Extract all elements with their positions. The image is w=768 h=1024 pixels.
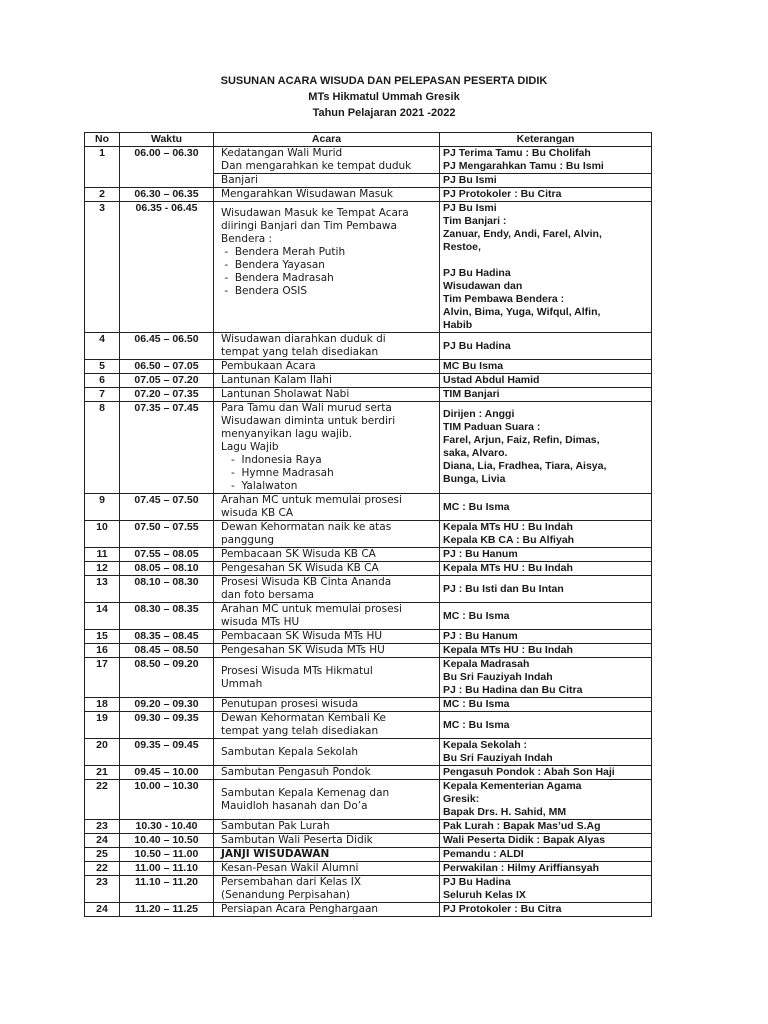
table-row	[85, 360, 652, 374]
acara-line: Lantunan Kalam Ilahi	[221, 374, 332, 386]
ket-line: Restoe,	[443, 241, 481, 253]
ket-line: MC : Bu Isma	[443, 718, 510, 731]
ket-line: Wisudawan dan	[443, 280, 523, 292]
row-waktu: 08.10 – 08.30	[120, 576, 214, 603]
spacer	[217, 298, 436, 311]
ket-line: Dirijen : Anggi	[443, 408, 515, 420]
acara-line: Sambutan Wali Peserta Didik	[221, 834, 373, 846]
row-acara	[214, 576, 440, 603]
table-row	[85, 820, 652, 834]
ket-line: TIM Banjari	[443, 388, 500, 400]
table-row	[85, 576, 652, 603]
row-keterangan	[440, 603, 652, 630]
row-no: 13	[85, 576, 120, 603]
ket-line: PJ Mengarahkan Tamu : Bu Ismi	[443, 160, 604, 172]
row-no: 11	[85, 548, 120, 562]
acara-line: (Senandung Perpisahan)	[221, 889, 351, 901]
table-row	[85, 848, 652, 862]
row-acara	[214, 658, 440, 698]
ket-line: Pak Lurah : Bapak Mas’ud S.Ag	[443, 820, 601, 832]
row-waktu: 11.00 – 11.10	[120, 862, 214, 876]
row-keterangan	[440, 521, 652, 548]
acara-line: Wisudawan diminta untuk berdiri	[221, 415, 396, 427]
row-keterangan	[440, 862, 652, 876]
ket-line: PJ : Bu Hanum	[443, 548, 518, 560]
acara-line: tempat yang telah disediakan	[221, 725, 379, 737]
row-no: 14	[85, 603, 120, 630]
acara-line: Pembacaan SK Wisuda MTs HU	[221, 630, 383, 642]
bullet-item: - Indonesia Raya	[231, 454, 322, 466]
acara-line: Sambutan Pengasuh Pondok	[221, 766, 371, 778]
table-row	[85, 402, 652, 494]
row-acara	[214, 876, 440, 903]
acara-line: Lagu Wajib	[221, 441, 279, 453]
ket-line: Wali Peserta Didik : Bapak Alyas	[443, 834, 606, 846]
row-acara	[214, 174, 440, 188]
row-no: 7	[85, 388, 120, 402]
ket-line: TIM Paduan Suara :	[443, 421, 541, 433]
acara-line: Kesan-Pesan Wakil Alumni	[221, 862, 359, 874]
row-no: 17	[85, 658, 120, 698]
ket-line: PJ Protokoler : Bu Citra	[443, 188, 562, 200]
row-acara	[214, 712, 440, 739]
acara-line: diiringi Banjari dan Tim Pembawa	[221, 220, 397, 232]
row-no: 15	[85, 630, 120, 644]
acara-line: Dewan Kehormatan naik ke atas	[221, 521, 392, 533]
row-acara	[214, 202, 440, 333]
row-acara	[214, 848, 440, 862]
row-waktu: 10.00 – 10.30	[120, 780, 214, 820]
row-keterangan	[440, 903, 652, 917]
ket-line: Kepala Kementerian Agama	[443, 780, 582, 792]
ket-line: Farel, Arjun, Faiz, Refin, Dimas,	[443, 434, 600, 446]
row-waktu: 07.05 – 07.20	[120, 374, 214, 388]
ket-line: Habib	[443, 319, 473, 331]
row-acara	[214, 333, 440, 360]
ket-line: Kepala Sekolah :	[443, 739, 528, 751]
row-no: 22	[85, 862, 120, 876]
row-keterangan	[440, 188, 652, 202]
row-waktu: 07.20 – 07.35	[120, 388, 214, 402]
row-acara	[214, 698, 440, 712]
acara-line: Wisudawan Masuk ke Tempat Acara	[221, 207, 409, 219]
row-waktu: 08.05 – 08.10	[120, 562, 214, 576]
row-no: 23	[85, 876, 120, 903]
acara-line: Pengesahan SK Wisuda KB CA	[221, 562, 379, 574]
row-no: 4	[85, 333, 120, 360]
row-acara	[214, 388, 440, 402]
row-waktu: 09.35 – 09.45	[120, 739, 214, 766]
ket-line: MC : Bu Isma	[443, 609, 510, 622]
row-acara	[214, 188, 440, 202]
ket-line: Tim Pembawa Bendera :	[443, 293, 565, 305]
acara-line: Dewan Kehormatan Kembali Ke	[221, 712, 386, 724]
title-block	[0, 73, 768, 121]
table-row	[85, 388, 652, 402]
header-keterangan: Keterangan	[440, 133, 652, 147]
row-waktu: 08.35 – 08.45	[120, 630, 214, 644]
ket-line: PJ : Bu Hadina dan Bu Citra	[443, 684, 583, 696]
row-keterangan	[440, 712, 652, 739]
row-acara	[214, 780, 440, 820]
row-acara	[214, 820, 440, 834]
acara-line: dan foto bersama	[221, 589, 315, 601]
row-waktu: 07.50 – 07.55	[120, 521, 214, 548]
bullet-item: - Bendera Merah Putih	[221, 246, 346, 258]
row-waktu: 06.35 - 06.45	[120, 202, 214, 333]
schedule-table	[84, 132, 652, 917]
ket-line: PJ : Bu Hanum	[443, 630, 518, 642]
table-row	[85, 521, 652, 548]
ket-line: Bunga, Livia	[443, 473, 506, 485]
bullet-text: Bendera Yayasan	[234, 259, 325, 271]
table-row	[85, 562, 652, 576]
row-keterangan	[440, 174, 652, 188]
row-waktu: 06.00 – 06.30	[120, 147, 214, 188]
table-row	[85, 603, 652, 630]
row-no: 3	[85, 202, 120, 333]
row-waktu: 08.45 – 08.50	[120, 644, 214, 658]
acara-line: panggung	[221, 534, 275, 546]
acara-line: wisuda KB CA	[221, 507, 294, 519]
row-waktu: 10.50 – 11.00	[120, 848, 214, 862]
row-keterangan	[440, 780, 652, 820]
acara-line: Wisudawan diarahkan duduk di	[221, 333, 386, 345]
ket-line: Kepala MTs HU : Bu Indah	[443, 562, 573, 574]
row-no: 25	[85, 848, 120, 862]
bullet-text: Hymne Madrasah	[241, 467, 334, 479]
table-row	[85, 644, 652, 658]
row-no: 18	[85, 698, 120, 712]
ket-line: Ustad Abdul Hamid	[443, 374, 540, 386]
row-waktu: 06.45 – 06.50	[120, 333, 214, 360]
acara-line: tempat yang telah disediakan	[221, 346, 379, 358]
row-waktu: 07.45 – 07.50	[120, 494, 214, 521]
table-row	[85, 766, 652, 780]
ket-line: PJ Bu Hadina	[443, 267, 511, 279]
ket-line: PJ Bu Hadina	[443, 339, 511, 352]
ket-line: Kepala MTs HU : Bu Indah	[443, 521, 573, 533]
row-waktu: 07.35 – 07.45	[120, 402, 214, 494]
acara-line: Kedatangan Wali Murid	[221, 147, 343, 159]
row-keterangan	[440, 402, 652, 494]
table-body	[85, 147, 652, 917]
acara-line: Pembukaan Acara	[221, 360, 316, 372]
table-row	[85, 147, 652, 174]
acara-line: Banjari	[221, 174, 258, 186]
ket-line: PJ Bu Ismi	[443, 174, 497, 186]
acara-line: menyanyikan lagu wajib.	[221, 428, 352, 440]
acara-line: Para Tamu dan Wali murud serta	[221, 402, 392, 414]
row-no: 12	[85, 562, 120, 576]
row-waktu: 08.30 – 08.35	[120, 603, 214, 630]
row-waktu: 06.50 – 07.05	[120, 360, 214, 374]
acara-line: Sambutan Kepala Sekolah	[221, 745, 359, 758]
row-keterangan	[440, 388, 652, 402]
row-acara	[214, 360, 440, 374]
row-no: 5	[85, 360, 120, 374]
bullet-item: - Bendera Yayasan	[221, 259, 325, 271]
ket-line: Kepala Madrasah	[443, 658, 530, 670]
acara-line: Sambutan Kepala Kemenag dan	[221, 786, 390, 799]
row-keterangan	[440, 147, 652, 174]
school-name: MTs Hikmatul Ummah Gresik	[308, 91, 460, 103]
table-row	[85, 494, 652, 521]
row-keterangan	[440, 698, 652, 712]
row-keterangan	[440, 494, 652, 521]
row-waktu: 07.55 – 08.05	[120, 548, 214, 562]
row-keterangan	[440, 644, 652, 658]
acara-line: Lantunan Sholawat Nabi	[221, 388, 350, 400]
ket-line: Diana, Lia, Fradhea, Tiara, Aisya,	[443, 460, 607, 472]
bullet-text: Bendera Madrasah	[234, 272, 334, 284]
table-row	[85, 834, 652, 848]
acara-line: Pengesahan SK Wisuda MTs HU	[221, 644, 385, 656]
row-no: 1	[85, 147, 120, 188]
row-waktu: 08.50 – 09.20	[120, 658, 214, 698]
row-acara	[214, 521, 440, 548]
ket-line: MC : Bu Isma	[443, 698, 510, 710]
row-no: 10	[85, 521, 120, 548]
row-keterangan	[440, 876, 652, 903]
ket-line	[443, 254, 648, 267]
ket-line: Perwakilan : Hilmy Ariffiansyah	[443, 862, 599, 874]
ket-line: Alvin, Bima, Yuga, Wifqul, Alfin,	[443, 306, 601, 318]
row-acara	[214, 903, 440, 917]
ket-line: MC : Bu Isma	[443, 500, 510, 513]
row-keterangan	[440, 548, 652, 562]
header-acara: Acara	[214, 133, 440, 147]
table-row	[85, 780, 652, 820]
row-waktu: 09.20 – 09.30	[120, 698, 214, 712]
row-acara	[214, 562, 440, 576]
ket-line: Kepala KB CA : Bu Alfiyah	[443, 534, 575, 546]
acara-line: Pembacaan SK Wisuda KB CA	[221, 548, 376, 560]
table-row	[85, 698, 652, 712]
acara-line: Mengarahkan Wisudawan Masuk	[221, 188, 394, 200]
row-keterangan	[440, 360, 652, 374]
row-acara	[214, 766, 440, 780]
bullet-text: Indonesia Raya	[241, 454, 322, 466]
acara-line: JANJI WISUDAWAN	[221, 848, 330, 860]
row-no: 2	[85, 188, 120, 202]
ket-line: MC Bu Isma	[443, 360, 504, 372]
row-acara	[214, 603, 440, 630]
table-row	[85, 862, 652, 876]
ket-line: PJ : Bu Isti dan Bu Intan	[443, 582, 564, 595]
row-waktu: 06.30 – 06.35	[120, 188, 214, 202]
acara-line: Prosesi Wisuda KB Cinta Ananda	[221, 576, 392, 588]
table-row	[85, 658, 652, 698]
row-no: 20	[85, 739, 120, 766]
table-row	[85, 374, 652, 388]
table-row	[85, 548, 652, 562]
row-waktu: 11.10 – 11.20	[120, 876, 214, 903]
row-acara	[214, 644, 440, 658]
table-row	[85, 876, 652, 903]
row-keterangan	[440, 658, 652, 698]
row-no: 6	[85, 374, 120, 388]
table-row	[85, 188, 652, 202]
table-header-row	[85, 133, 652, 147]
row-acara	[214, 147, 440, 174]
row-keterangan	[440, 739, 652, 766]
row-no: 21	[85, 766, 120, 780]
bullet-text: Bendera Merah Putih	[234, 246, 346, 258]
row-keterangan	[440, 834, 652, 848]
ket-line: PJ Bu Ismi	[443, 202, 497, 214]
ket-line: Pemandu : ALDI	[443, 848, 524, 860]
row-waktu: 09.45 – 10.00	[120, 766, 214, 780]
table-row	[85, 202, 652, 333]
ket-line: Bu Sri Fauziyah Indah	[443, 671, 553, 683]
acara-line: Persembahan dari Kelas IX	[221, 876, 362, 888]
row-acara	[214, 402, 440, 494]
bullet-item: - Bendera OSIS	[221, 285, 308, 297]
acara-line: Arahan MC untuk memulai prosesi	[221, 494, 402, 506]
row-no: 8	[85, 402, 120, 494]
row-no: 23	[85, 820, 120, 834]
ket-line: Gresik:	[443, 793, 480, 805]
header-waktu: Waktu	[120, 133, 214, 147]
acara-line: Prosesi Wisuda MTs Hikmatul	[221, 664, 373, 677]
ket-line: Zanuar, Endy, Andi, Farel, Alvin,	[443, 228, 602, 240]
row-keterangan	[440, 562, 652, 576]
header-no: No	[85, 133, 120, 147]
row-no: 9	[85, 494, 120, 521]
row-keterangan	[440, 333, 652, 360]
row-no: 24	[85, 834, 120, 848]
table-row	[85, 630, 652, 644]
row-waktu: 09.30 – 09.35	[120, 712, 214, 739]
row-no: 16	[85, 644, 120, 658]
row-keterangan	[440, 630, 652, 644]
bullet-item: - Hymne Madrasah	[231, 467, 334, 479]
acara-line: Persiapan Acara Penghargaan	[221, 903, 379, 915]
ket-line: PJ Terima Tamu : Bu Cholifah	[443, 147, 591, 159]
ket-line: Tim Banjari :	[443, 215, 507, 227]
document-title: SUSUNAN ACARA WISUDA DAN PELEPASAN PESERTA DIDIK	[220, 75, 548, 87]
table-row	[85, 712, 652, 739]
ket-line: Seluruh Kelas IX	[443, 889, 526, 901]
bullet-text: Bendera OSIS	[234, 285, 308, 297]
acara-line: Sambutan Pak Lurah	[221, 820, 330, 832]
table-row	[85, 333, 652, 360]
row-waktu: 11.20 – 11.25	[120, 903, 214, 917]
row-no: 24	[85, 903, 120, 917]
acara-line: Ummah	[221, 677, 263, 690]
row-waktu: 10.40 – 10.50	[120, 834, 214, 848]
row-waktu: 10.30 - 10.40	[120, 820, 214, 834]
row-keterangan	[440, 848, 652, 862]
ket-line: PJ Bu Hadina	[443, 876, 511, 888]
row-acara	[214, 862, 440, 876]
acara-line: Mauidloh hasanah dan Do’a	[221, 799, 368, 812]
ket-line: Bu Sri Fauziyah Indah	[443, 752, 553, 764]
ket-line: PJ Protokoler : Bu Citra	[443, 903, 562, 915]
row-keterangan	[440, 576, 652, 603]
row-keterangan	[440, 766, 652, 780]
ket-line: saka, Alvaro.	[443, 447, 508, 459]
bullet-text: Yalalwaton	[241, 480, 298, 492]
row-acara	[214, 834, 440, 848]
table-row	[85, 739, 652, 766]
acara-line: Dan mengarahkan ke tempat duduk	[221, 160, 412, 172]
ket-line: Bapak Drs. H. Sahid, MM	[443, 806, 567, 818]
row-keterangan	[440, 820, 652, 834]
row-acara	[214, 548, 440, 562]
row-no: 19	[85, 712, 120, 739]
row-keterangan	[440, 202, 652, 333]
row-acara	[214, 374, 440, 388]
ket-line: Pengasuh Pondok : Abah Son Haji	[443, 766, 615, 778]
table-row	[85, 903, 652, 917]
row-acara	[214, 494, 440, 521]
acara-line: Bendera :	[221, 233, 273, 245]
bullet-item: - Yalalwaton	[231, 480, 298, 492]
row-no: 22	[85, 780, 120, 820]
row-keterangan	[440, 374, 652, 388]
ket-line: Kepala MTs HU : Bu Indah	[443, 644, 573, 656]
acara-line: Arahan MC untuk memulai prosesi	[221, 603, 402, 615]
bullet-item: - Bendera Madrasah	[221, 272, 334, 284]
acara-line: wisuda MTs HU	[221, 616, 300, 628]
row-acara	[214, 739, 440, 766]
acara-line: Penutupan prosesi wisuda	[221, 698, 359, 710]
academic-year: Tahun Pelajaran 2021 -2022	[312, 107, 456, 119]
row-acara	[214, 630, 440, 644]
